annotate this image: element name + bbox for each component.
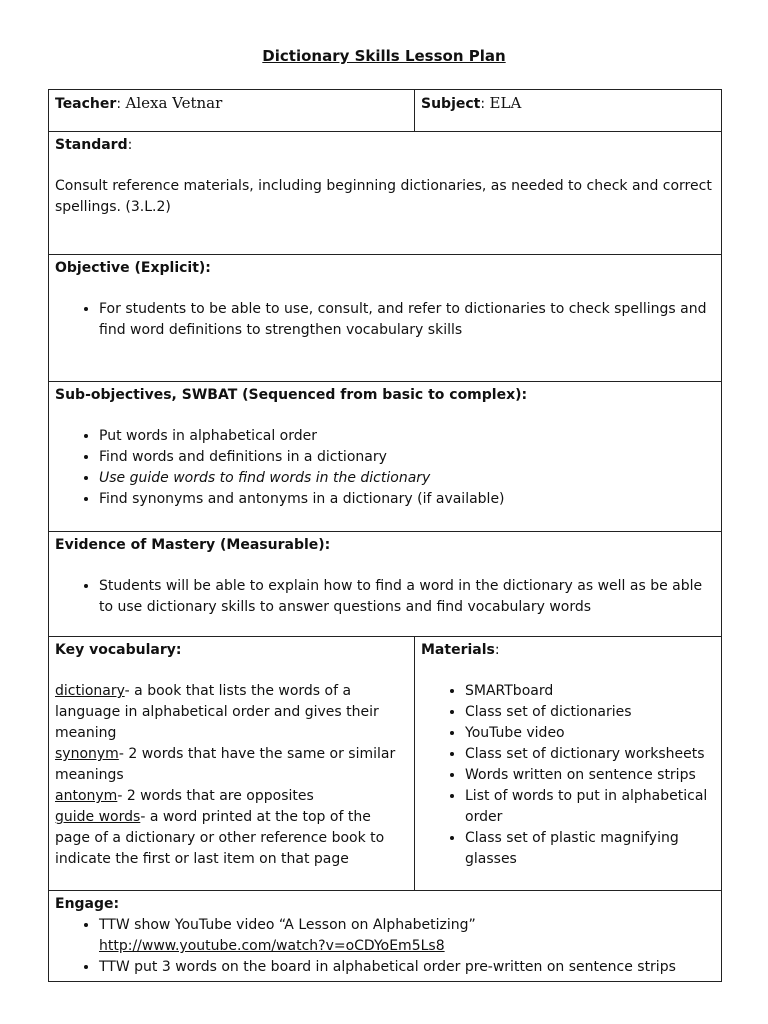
standard-label: Standard bbox=[55, 137, 128, 153]
vocab-term: dictionary bbox=[55, 683, 125, 699]
list-item: • Class set of dictionary worksheets bbox=[465, 744, 715, 765]
subject-separator: : bbox=[480, 96, 486, 112]
vocab-definition: - a book that lists the words of a language in alphabetical order and gives their meaning bbox=[55, 683, 379, 741]
standard-row bbox=[49, 132, 722, 255]
vocab-entry-guide-words bbox=[55, 807, 408, 870]
engage-item-text: TTW show YouTube video “A Lesson on Alphabetizing” bbox=[99, 917, 476, 933]
vocab-term: guide words bbox=[55, 809, 141, 825]
list-item: • Find synonyms and antonyms in a dictionary (if available) bbox=[99, 489, 715, 510]
evidence-cell bbox=[49, 532, 722, 637]
standard-separator: : bbox=[127, 137, 133, 153]
vocabulary-label: Key vocabulary: bbox=[55, 642, 182, 658]
teacher-label: Teacher bbox=[55, 96, 117, 112]
engage-list bbox=[55, 915, 715, 978]
subject-cell bbox=[415, 90, 722, 132]
teacher-name: Alexa Vetnar bbox=[125, 94, 223, 112]
vocabulary-materials-row bbox=[49, 637, 722, 891]
vocabulary-cell bbox=[49, 637, 415, 891]
list-item: • Find words and definitions in a dictionary bbox=[99, 447, 715, 468]
materials-list bbox=[421, 681, 715, 870]
subobjectives-row bbox=[49, 382, 722, 532]
objective-cell bbox=[49, 255, 722, 382]
engage-cell bbox=[49, 891, 722, 982]
evidence-list bbox=[55, 576, 715, 618]
subobjectives-label: Sub-objectives, SWBAT (Sequenced from basic to complex): bbox=[55, 387, 528, 403]
objective-label: Objective (Explicit): bbox=[55, 260, 211, 276]
objective-list bbox=[55, 299, 715, 341]
list-item: • List of words to put in alphabetical order bbox=[465, 786, 715, 828]
vocab-entry-synonym bbox=[55, 744, 408, 786]
list-item: • Students will be able to explain how to find a word in the dictionary as well as be able to use dictionary skills to answer questions and find vocabulary words bbox=[99, 576, 715, 618]
materials-cell bbox=[415, 637, 722, 891]
materials-label: Materials bbox=[421, 642, 495, 658]
list-item bbox=[99, 915, 715, 957]
vocab-entry-antonym bbox=[55, 786, 408, 807]
list-item: • Words written on sentence strips bbox=[465, 765, 715, 786]
list-item: • TTW put 3 words on the board in alphabetical order pre-written on sentence strips bbox=[99, 957, 715, 978]
list-item: • Class set of plastic magnifying glasses bbox=[465, 828, 715, 870]
list-item: • Put words in alphabetical order bbox=[99, 426, 715, 447]
evidence-row bbox=[49, 532, 722, 637]
subject-value: ELA bbox=[489, 94, 522, 112]
lesson-plan-table bbox=[48, 89, 722, 982]
teacher-cell bbox=[49, 90, 415, 132]
list-item: • SMARTboard bbox=[465, 681, 715, 702]
engage-row bbox=[49, 891, 722, 982]
vocab-definition: - 2 words that have the same or similar meanings bbox=[55, 746, 396, 783]
vocab-term: synonym bbox=[55, 746, 119, 762]
materials-separator: : bbox=[494, 642, 500, 658]
vocab-entry-dictionary bbox=[55, 681, 408, 744]
engage-label: Engage: bbox=[55, 896, 120, 912]
objective-row bbox=[49, 255, 722, 382]
vocab-definition: - a word printed at the top of the page of a dictionary or other reference book to indicate the first or last item on that page bbox=[55, 809, 385, 867]
subobjectives-list bbox=[55, 426, 715, 510]
teacher-separator: : bbox=[116, 96, 122, 112]
document-title: Dictionary Skills Lesson Plan bbox=[262, 47, 506, 65]
list-item: • Class set of dictionaries bbox=[465, 702, 715, 723]
standard-text: Consult reference materials, including beginning dictionaries, as needed to check and correct spellings. (3.L.2) bbox=[55, 178, 712, 215]
vocab-definition: - 2 words that are opposites bbox=[117, 788, 314, 804]
teacher-subject-row bbox=[49, 90, 722, 132]
list-item: • For students to be able to use, consult, and refer to dictionaries to check spellings and find word definitions to strengthen vocabulary skills bbox=[99, 299, 715, 341]
standard-cell bbox=[49, 132, 722, 255]
youtube-link[interactable]: http://www.youtube.com/watch?v=oCDYoEm5Ls8 bbox=[99, 938, 445, 954]
evidence-label: Evidence of Mastery (Measurable): bbox=[55, 537, 331, 553]
subject-label: Subject bbox=[421, 96, 481, 112]
list-item: • YouTube video bbox=[465, 723, 715, 744]
subobjectives-cell bbox=[49, 382, 722, 532]
list-item: • Use guide words to find words in the dictionary bbox=[99, 468, 715, 489]
vocab-term: antonym bbox=[55, 788, 118, 804]
